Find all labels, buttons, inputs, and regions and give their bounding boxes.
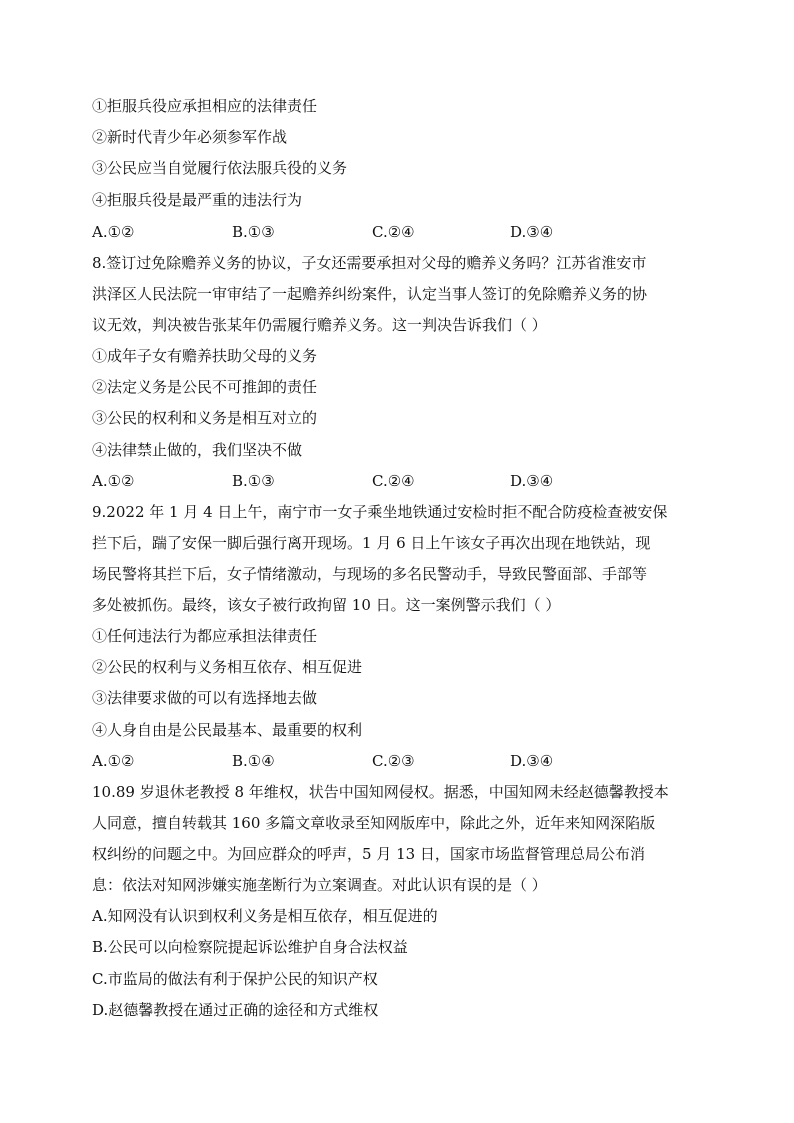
q7-option-c: C.②④ [372,223,415,241]
q9-stem-line-3: 场民警将其拦下后，女子情绪激动，与现场的多名民警动手，导致民警面部、手部等 [92,565,648,583]
q8-statement-4: ④法律禁止做的，我们坚决不做 [92,441,303,459]
q9-statement-1: ①任何违法行为都应承担法律责任 [92,627,318,645]
q8-stem-line-1: 8.签订过免除赡养义务的协议，子女还需要承担对父母的赡养义务吗？江苏省淮安市 [92,254,647,272]
q7-option-b: B.①③ [232,223,275,241]
q10-stem-line-4: 息：依法对知网涉嫌实施垄断行为立案调查。对此认识有误的是（ ） [92,876,547,894]
q9-option-c: C.②③ [372,752,415,770]
q7-statement-1: ①拒服兵役应承担相应的法律责任 [92,97,318,115]
q9-options [92,751,712,771]
q9-stem-line-4: 多处被抓伤。最终，该女子被行政拘留 10 日。这一案例警示我们（ ） [92,596,561,614]
q10-option-c: C.市监局的做法有利于保护公民的知识产权 [92,970,378,988]
q7-statement-4: ④拒服兵役是最严重的违法行为 [92,191,303,209]
q10-option-b: B.公民可以向检察院提起诉讼维护自身合法权益 [92,938,408,956]
q8-statement-2: ②法定义务是公民不可推卸的责任 [92,378,318,396]
q9-option-b: B.①④ [232,752,275,770]
q8-option-b: B.①③ [232,472,275,490]
q9-stem-line-1: 9.2022 年 1 月 4 日上午，南宁市一女子乘坐地铁通过安检时拒不配合防疫检查被安保 [92,503,668,521]
q8-statement-3: ③公民的权利和义务是相互对立的 [92,409,318,427]
q7-statement-3: ③公民应当自觉履行依法服兵役的义务 [92,159,348,177]
q8-option-a: A.①② [92,472,135,490]
q9-statement-3: ③法律要求做的可以有选择地去做 [92,689,318,707]
q10-option-a: A.知网没有认识到权利义务是相互依存，相互促进的 [92,907,438,925]
q7-option-a: A.①② [92,223,135,241]
q10-stem-line-2: 人同意，擅自转载其 160 多篇文章收录至知网版库中，除此之外，近年来知网深陷版 [92,814,656,832]
q8-options [92,471,712,491]
q9-stem-line-2: 拦下后，踹了安保一脚后强行离开现场。1 月 6 日上午该女子再次出现在地铁站，现 [92,534,651,552]
q9-statement-2: ②公民的权利与义务相互依存、相互促进 [92,658,363,676]
q7-statement-2: ②新时代青少年必须参军作战 [92,128,288,146]
q10-stem-line-1: 10.89 岁退休老教授 8 年维权，状告中国知网侵权。据悉，中国知网未经赵德馨教授本 [92,783,669,801]
q9-statement-4: ④人身自由是公民最基本、最重要的权利 [92,721,363,739]
q7-options [92,222,712,242]
q10-stem-line-3: 权纠纷的问题之中。为回应群众的呼声，5 月 13 日，国家市场监督管理总局公布消 [92,845,645,863]
q8-stem-line-2: 洪泽区人民法院一审审结了一起赡养纠纷案件，认定当事人签订的免除赡养义务的协 [92,285,648,303]
q7-option-d: D.③④ [510,223,554,241]
q9-option-a: A.①② [92,752,135,770]
q8-option-d: D.③④ [510,472,554,490]
q8-statement-1: ①成年子女有赡养扶助父母的义务 [92,347,318,365]
q10-option-d: D.赵德馨教授在通过正确的途径和方式维权 [92,1001,379,1019]
q8-option-c: C.②④ [372,472,415,490]
q9-option-d: D.③④ [510,752,554,770]
q8-stem-line-3: 议无效，判决被告张某年仍需履行赡养义务。这一判决告诉我们（ ） [92,316,547,334]
